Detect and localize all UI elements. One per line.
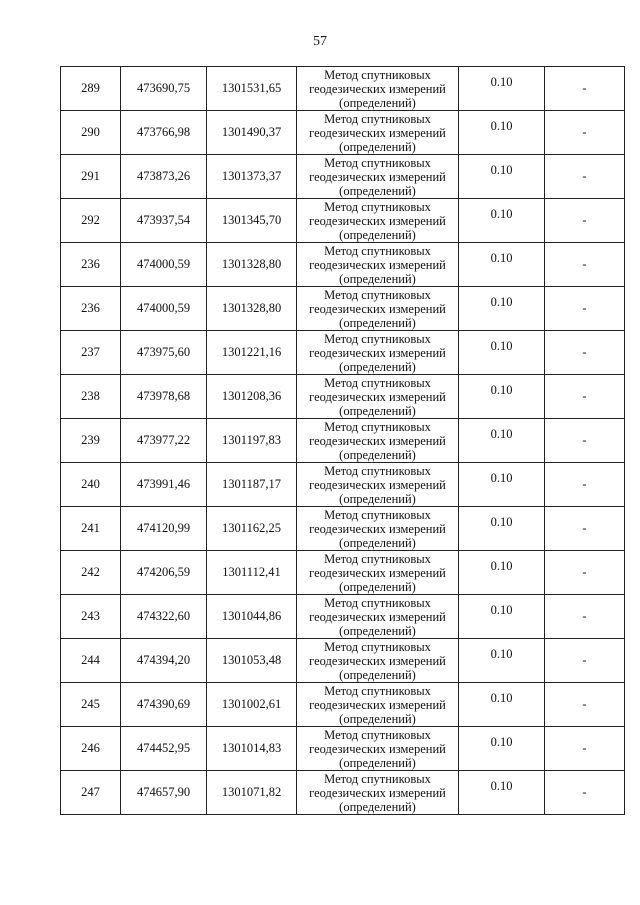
x-coordinate-cell: 474206,59 (121, 551, 207, 595)
x-coordinate-cell: 473977,22 (121, 419, 207, 463)
table-row (61, 595, 625, 639)
point-number-cell: 244 (61, 639, 121, 683)
method-text-line: (определений) (339, 535, 416, 550)
method-text-line: Метод спутниковых (324, 243, 431, 258)
method-text-line: Метод спутниковых (324, 287, 431, 302)
table-row (61, 199, 625, 243)
table-row (61, 67, 625, 111)
note-cell: - (545, 287, 625, 331)
y-coordinate-cell: 1301328,80 (207, 287, 297, 331)
table-row (61, 375, 625, 419)
note-cell: - (545, 771, 625, 815)
accuracy-value: 0.10 (490, 119, 513, 133)
x-coordinate-cell: 474390,69 (121, 683, 207, 727)
accuracy-cell (459, 331, 545, 375)
method-text-line: геодезических измерений (309, 609, 446, 624)
accuracy-value: 0.10 (490, 163, 513, 177)
method-cell (297, 639, 459, 683)
method-text-line: Метод спутниковых (324, 727, 431, 742)
method-text-line: (определений) (339, 315, 416, 330)
y-coordinate-cell: 1301531,65 (207, 67, 297, 111)
x-coordinate-cell: 473690,75 (121, 67, 207, 111)
table-row (61, 771, 625, 815)
x-coordinate-cell: 474452,95 (121, 727, 207, 771)
method-cell (297, 199, 459, 243)
accuracy-value: 0.10 (490, 427, 513, 441)
point-number-cell: 236 (61, 287, 121, 331)
note-cell: - (545, 375, 625, 419)
x-coordinate-cell: 474120,99 (121, 507, 207, 551)
point-number-cell: 246 (61, 727, 121, 771)
method-cell (297, 507, 459, 551)
method-cell (297, 419, 459, 463)
x-coordinate-cell: 473975,60 (121, 331, 207, 375)
method-text-line: геодезических измерений (309, 169, 446, 184)
method-text-line: Метод спутниковых (324, 155, 431, 170)
method-text-line: геодезических измерений (309, 213, 446, 228)
method-text-line: геодезических измерений (309, 785, 446, 800)
y-coordinate-cell: 1301162,25 (207, 507, 297, 551)
method-text-line: Метод спутниковых (324, 463, 431, 478)
accuracy-value: 0.10 (490, 75, 513, 89)
method-text-line: геодезических измерений (309, 565, 446, 580)
x-coordinate-cell: 473766,98 (121, 111, 207, 155)
point-number-cell: 289 (61, 67, 121, 111)
point-number-cell: 237 (61, 331, 121, 375)
method-text-line: геодезических измерений (309, 477, 446, 492)
accuracy-cell (459, 419, 545, 463)
method-text-line: геодезических измерений (309, 697, 446, 712)
page-number: 57 (313, 34, 327, 49)
point-number-cell: 236 (61, 243, 121, 287)
point-number-cell: 242 (61, 551, 121, 595)
method-text-line: (определений) (339, 711, 416, 726)
method-cell (297, 551, 459, 595)
method-text-line: Метод спутниковых (324, 595, 431, 610)
method-text-line: (определений) (339, 227, 416, 242)
method-text-line: (определений) (339, 183, 416, 198)
note-cell: - (545, 67, 625, 111)
accuracy-cell (459, 375, 545, 419)
note-cell: - (545, 463, 625, 507)
accuracy-cell (459, 683, 545, 727)
method-text-line: геодезических измерений (309, 653, 446, 668)
point-number-cell: 291 (61, 155, 121, 199)
method-text-line: геодезических измерений (309, 301, 446, 316)
accuracy-cell (459, 771, 545, 815)
method-text-line: Метод спутниковых (324, 507, 431, 522)
accuracy-value: 0.10 (490, 779, 513, 793)
method-text-line: (определений) (339, 623, 416, 638)
accuracy-cell (459, 287, 545, 331)
method-cell (297, 155, 459, 199)
y-coordinate-cell: 1301328,80 (207, 243, 297, 287)
method-text-line: геодезических измерений (309, 389, 446, 404)
coordinates-table-body (61, 67, 625, 815)
point-number-cell: 290 (61, 111, 121, 155)
method-cell (297, 243, 459, 287)
method-text-line: (определений) (339, 799, 416, 814)
x-coordinate-cell: 473978,68 (121, 375, 207, 419)
method-text-line: Метод спутниковых (324, 639, 431, 654)
accuracy-cell (459, 67, 545, 111)
point-number-cell: 247 (61, 771, 121, 815)
x-coordinate-cell: 474394,20 (121, 639, 207, 683)
method-text-line: Метод спутниковых (324, 331, 431, 346)
accuracy-value: 0.10 (490, 295, 513, 309)
method-text-line: Метод спутниковых (324, 199, 431, 214)
accuracy-cell (459, 551, 545, 595)
accuracy-cell (459, 507, 545, 551)
method-text-line: геодезических измерений (309, 257, 446, 272)
table-row (61, 287, 625, 331)
y-coordinate-cell: 1301208,36 (207, 375, 297, 419)
accuracy-value: 0.10 (490, 603, 513, 617)
method-cell (297, 67, 459, 111)
accuracy-cell (459, 463, 545, 507)
y-coordinate-cell: 1301112,41 (207, 551, 297, 595)
accuracy-cell (459, 595, 545, 639)
method-text-line: (определений) (339, 403, 416, 418)
accuracy-cell (459, 199, 545, 243)
y-coordinate-cell: 1301345,70 (207, 199, 297, 243)
y-coordinate-cell: 1301197,83 (207, 419, 297, 463)
y-coordinate-cell: 1301373,37 (207, 155, 297, 199)
method-text-line: (определений) (339, 447, 416, 462)
point-number-cell: 245 (61, 683, 121, 727)
x-coordinate-cell: 473991,46 (121, 463, 207, 507)
y-coordinate-cell: 1301071,82 (207, 771, 297, 815)
method-cell (297, 771, 459, 815)
method-text-line: (определений) (339, 139, 416, 154)
method-text-line: (определений) (339, 359, 416, 374)
note-cell: - (545, 507, 625, 551)
point-number-cell: 240 (61, 463, 121, 507)
note-cell: - (545, 111, 625, 155)
coordinates-table (60, 66, 625, 815)
point-number-cell: 239 (61, 419, 121, 463)
table-row (61, 551, 625, 595)
method-text-line: (определений) (339, 95, 416, 110)
method-text-line: (определений) (339, 579, 416, 594)
note-cell: - (545, 155, 625, 199)
method-text-line: Метод спутниковых (324, 683, 431, 698)
method-cell (297, 463, 459, 507)
accuracy-cell (459, 155, 545, 199)
note-cell: - (545, 331, 625, 375)
method-cell (297, 287, 459, 331)
accuracy-value: 0.10 (490, 647, 513, 661)
accuracy-cell (459, 243, 545, 287)
method-cell (297, 727, 459, 771)
note-cell: - (545, 199, 625, 243)
method-text-line: геодезических измерений (309, 81, 446, 96)
table-row (61, 243, 625, 287)
y-coordinate-cell: 1301187,17 (207, 463, 297, 507)
accuracy-cell (459, 639, 545, 683)
y-coordinate-cell: 1301053,48 (207, 639, 297, 683)
accuracy-value: 0.10 (490, 339, 513, 353)
accuracy-value: 0.10 (490, 559, 513, 573)
note-cell: - (545, 551, 625, 595)
accuracy-value: 0.10 (490, 471, 513, 485)
table-row (61, 111, 625, 155)
table-row (61, 507, 625, 551)
method-text-line: геодезических измерений (309, 741, 446, 756)
table-row (61, 639, 625, 683)
point-number-cell: 292 (61, 199, 121, 243)
note-cell: - (545, 595, 625, 639)
x-coordinate-cell: 473873,26 (121, 155, 207, 199)
accuracy-cell (459, 111, 545, 155)
note-cell: - (545, 727, 625, 771)
accuracy-value: 0.10 (490, 735, 513, 749)
x-coordinate-cell: 473937,54 (121, 199, 207, 243)
y-coordinate-cell: 1301002,61 (207, 683, 297, 727)
accuracy-value: 0.10 (490, 251, 513, 265)
method-text-line: Метод спутниковых (324, 551, 431, 566)
method-cell (297, 595, 459, 639)
point-number-cell: 241 (61, 507, 121, 551)
method-text-line: (определений) (339, 491, 416, 506)
point-number-cell: 243 (61, 595, 121, 639)
method-text-line: Метод спутниковых (324, 375, 431, 390)
method-text-line: Метод спутниковых (324, 771, 431, 786)
table-row (61, 463, 625, 507)
note-cell: - (545, 683, 625, 727)
note-cell: - (545, 639, 625, 683)
method-cell (297, 111, 459, 155)
method-text-line: (определений) (339, 755, 416, 770)
x-coordinate-cell: 474000,59 (121, 243, 207, 287)
method-cell (297, 683, 459, 727)
point-number-cell: 238 (61, 375, 121, 419)
table-row (61, 155, 625, 199)
note-cell: - (545, 419, 625, 463)
method-text-line: Метод спутниковых (324, 419, 431, 434)
method-cell (297, 375, 459, 419)
y-coordinate-cell: 1301490,37 (207, 111, 297, 155)
y-coordinate-cell: 1301044,86 (207, 595, 297, 639)
accuracy-value: 0.10 (490, 515, 513, 529)
method-cell (297, 331, 459, 375)
table-row (61, 331, 625, 375)
accuracy-cell (459, 727, 545, 771)
method-text-line: Метод спутниковых (324, 111, 431, 126)
accuracy-value: 0.10 (490, 207, 513, 221)
table-row (61, 727, 625, 771)
x-coordinate-cell: 474000,59 (121, 287, 207, 331)
method-text-line: Метод спутниковых (324, 67, 431, 82)
method-text-line: геодезических измерений (309, 433, 446, 448)
note-cell: - (545, 243, 625, 287)
accuracy-value: 0.10 (490, 383, 513, 397)
y-coordinate-cell: 1301014,83 (207, 727, 297, 771)
table-row (61, 419, 625, 463)
x-coordinate-cell: 474322,60 (121, 595, 207, 639)
y-coordinate-cell: 1301221,16 (207, 331, 297, 375)
method-text-line: геодезических измерений (309, 345, 446, 360)
table-row (61, 683, 625, 727)
accuracy-value: 0.10 (490, 691, 513, 705)
method-text-line: (определений) (339, 667, 416, 682)
method-text-line: геодезических измерений (309, 125, 446, 140)
method-text-line: (определений) (339, 271, 416, 286)
x-coordinate-cell: 474657,90 (121, 771, 207, 815)
method-text-line: геодезических измерений (309, 521, 446, 536)
